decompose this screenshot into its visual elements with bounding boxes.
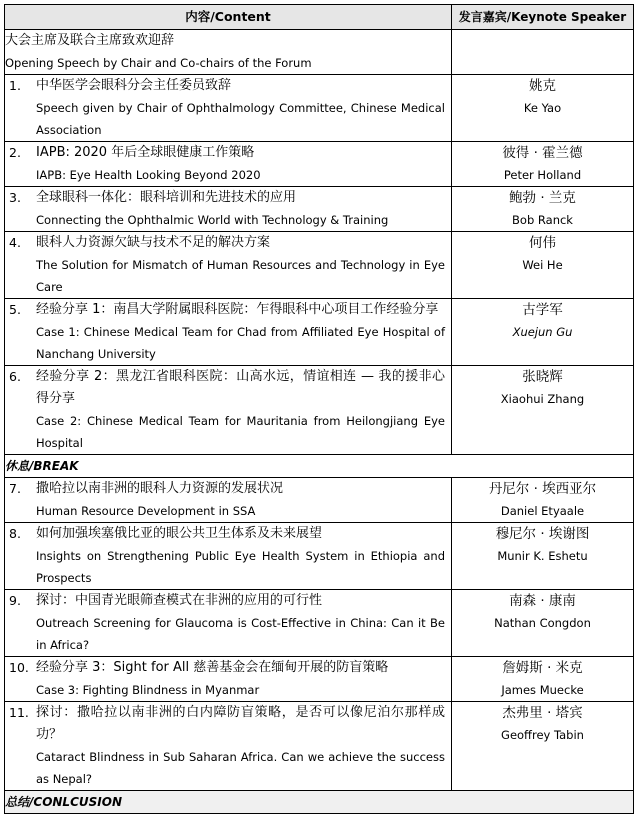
- agenda-item-content: [5, 590, 452, 657]
- agenda-item-speaker: [452, 590, 634, 657]
- item-title-cn: 中华医学会眼科分会主任委员致辞: [36, 78, 232, 93]
- item-title-en: Case 2: Chinese Medical Team for Mauritania from Heilongjiang Eye Hospital: [36, 414, 445, 450]
- agenda-item-speaker: [452, 187, 634, 232]
- agenda-item-content: [5, 478, 452, 523]
- item-number: 1.: [9, 78, 21, 93]
- item-title-en: IAPB: Eye Health Looking Beyond 2020: [36, 168, 261, 182]
- agenda-item-row: [5, 142, 634, 187]
- agenda-table: [4, 4, 634, 814]
- agenda-item-row: [5, 187, 634, 232]
- agenda-item-row: [5, 75, 634, 142]
- item-title-en: Speech given by Chair of Ophthalmology Committee, Chinese Medical Association: [36, 101, 445, 137]
- item-number: 5.: [9, 302, 21, 317]
- break-section: [5, 455, 634, 478]
- speaker-column-header: 发言嘉宾/Keynote Speaker: [452, 5, 634, 30]
- item-number: 11.: [9, 705, 29, 720]
- agenda-item-row: [5, 590, 634, 657]
- agenda-item-content: [5, 299, 452, 366]
- speaker-name-en: Bob Ranck: [512, 213, 573, 227]
- agenda-item-row: [5, 232, 634, 299]
- speaker-name-en: James Muecke: [501, 683, 584, 697]
- content-column-header: 内容/Content: [5, 5, 452, 30]
- agenda-item-content: [5, 523, 452, 590]
- item-number: 6.: [9, 369, 21, 384]
- item-title-en: Insights on Strengthening Public Eye Health System in Ethiopia and Prospects: [36, 549, 445, 585]
- speaker-name-en: Xuejun Gu: [512, 325, 573, 339]
- agenda-item-speaker: [452, 702, 634, 791]
- agenda-item-speaker: [452, 657, 634, 702]
- opening-row: [5, 30, 634, 75]
- agenda-item-speaker: [452, 232, 634, 299]
- agenda-item-content: [5, 366, 452, 455]
- speaker-name-en: Ke Yao: [523, 101, 562, 115]
- item-title-en: Cataract Blindness in Sub Saharan Africa. Can we achieve the success as Nepal?: [36, 750, 445, 786]
- opening-cell: [5, 30, 452, 75]
- agenda-item-content: [5, 187, 452, 232]
- speaker-name-cn: 杰弗里 · 塔宾: [502, 705, 583, 721]
- speaker-name-cn: 南森 · 康南: [509, 593, 576, 609]
- agenda-item-row: [5, 366, 634, 455]
- item-number: 3.: [9, 190, 21, 205]
- agenda-item-speaker: [452, 523, 634, 590]
- agenda-item-row: [5, 299, 634, 366]
- item-title-en: Human Resource Development in SSA: [36, 504, 256, 518]
- conclusion-label: 总结/CONLCUSION: [5, 791, 634, 814]
- agenda-rows-part2: [5, 478, 634, 791]
- item-title-cn: 经验分享 2：黑龙江省眼科医院：山高水远，情谊相连 — 我的援非心得分享: [36, 369, 445, 406]
- speaker-name-en: Nathan Congdon: [494, 616, 591, 630]
- speaker-name-en: Munir K. Eshetu: [497, 549, 588, 563]
- break-row: [5, 455, 634, 478]
- agenda-item-speaker: [452, 478, 634, 523]
- agenda-item-speaker: [452, 142, 634, 187]
- speaker-name-cn: 古学军: [522, 302, 563, 318]
- item-title-cn: 探讨：撒哈拉以南非洲的白内障防盲策略，是否可以像尼泊尔那样成功？: [36, 705, 445, 742]
- speaker-name-en: Geoffrey Tabin: [501, 728, 584, 742]
- item-title-cn: 如何加强埃塞俄比亚的眼公共卫生体系及未来展望: [36, 526, 323, 541]
- speaker-name-en: Xiaohui Zhang: [500, 392, 585, 406]
- item-title-cn: 撒哈拉以南非洲的眼科人力资源的发展状况: [36, 481, 284, 496]
- item-title-cn: IAPB: 2020 年后全球眼健康工作策略: [36, 145, 255, 160]
- speaker-name-cn: 张晓辉: [522, 369, 563, 385]
- agenda-item-speaker: [452, 366, 634, 455]
- item-title-en: Case 1: Chinese Medical Team for Chad from Affiliated Eye Hospital of Nanchang University: [36, 325, 445, 361]
- speaker-name-cn: 何伟: [529, 235, 556, 251]
- speaker-name-en: Wei He: [522, 258, 563, 272]
- agenda-item-row: [5, 523, 634, 590]
- item-title-en: Case 3: Fighting Blindness in Myanmar: [36, 683, 260, 697]
- speaker-name-en: Peter Holland: [503, 168, 582, 182]
- opening-en: Opening Speech by Chair and Co-chairs of the Forum: [5, 56, 312, 70]
- agenda-item-row: [5, 702, 634, 791]
- item-title-cn: 探讨：中国青光眼筛查模式在非洲的应用的可行性: [36, 593, 323, 608]
- speaker-name-cn: 彼得 · 霍兰德: [502, 145, 583, 161]
- item-title-cn: 全球眼科一体化：眼科培训和先进技术的应用: [36, 190, 297, 205]
- item-number: 7.: [9, 481, 21, 496]
- item-title-en: Outreach Screening for Glaucoma is Cost-Effective in China: Can it Be in Africa?: [36, 616, 445, 652]
- item-number: 9.: [9, 593, 21, 608]
- speaker-name-cn: 詹姆斯 · 米克: [502, 660, 583, 676]
- break-label: 休息/BREAK: [5, 455, 634, 478]
- item-title-cn: 眼科人力资源欠缺与技术不足的解决方案: [36, 235, 271, 250]
- agenda-item-content: [5, 657, 452, 702]
- item-number: 10.: [9, 660, 29, 675]
- agenda-item-row: [5, 657, 634, 702]
- opening-cn: 大会主席及联合主席致欢迎辞: [5, 33, 175, 48]
- item-number: 8.: [9, 526, 21, 541]
- agenda-item-content: [5, 702, 452, 791]
- agenda-item-row: [5, 478, 634, 523]
- conclusion-section: [5, 791, 634, 814]
- item-title-en: Connecting the Ophthalmic World with Technology & Training: [36, 213, 389, 227]
- agenda-item-speaker: [452, 299, 634, 366]
- agenda-item-content: [5, 142, 452, 187]
- item-title-cn: 经验分享 1：南昌大学附属眼科医院：乍得眼科中心项目工作经验分享: [36, 302, 439, 317]
- speaker-name-cn: 丹尼尔 · 埃西亚尔: [488, 481, 597, 497]
- speaker-name-en: Daniel Etyaale: [500, 504, 585, 518]
- item-number: 2.: [9, 145, 21, 160]
- agenda-item-speaker: [452, 75, 634, 142]
- item-title-cn: 经验分享 3：Sight for All 慈善基金会在缅甸开展的防盲策略: [36, 660, 389, 675]
- opening-speaker-cell: [452, 30, 634, 75]
- speaker-name-cn: 穆尼尔 · 埃谢图: [495, 526, 590, 542]
- agenda-item-content: [5, 232, 452, 299]
- item-title-en: The Solution for Mismatch of Human Resources and Technology in Eye Care: [36, 258, 445, 294]
- conclusion-row: [5, 791, 634, 814]
- speaker-name-cn: 鲍勃 · 兰克: [509, 190, 576, 206]
- item-number: 4.: [9, 235, 21, 250]
- header-row: [5, 5, 634, 30]
- agenda-rows-part1: [5, 30, 634, 455]
- agenda-item-content: [5, 75, 452, 142]
- speaker-name-cn: 姚克: [529, 78, 556, 94]
